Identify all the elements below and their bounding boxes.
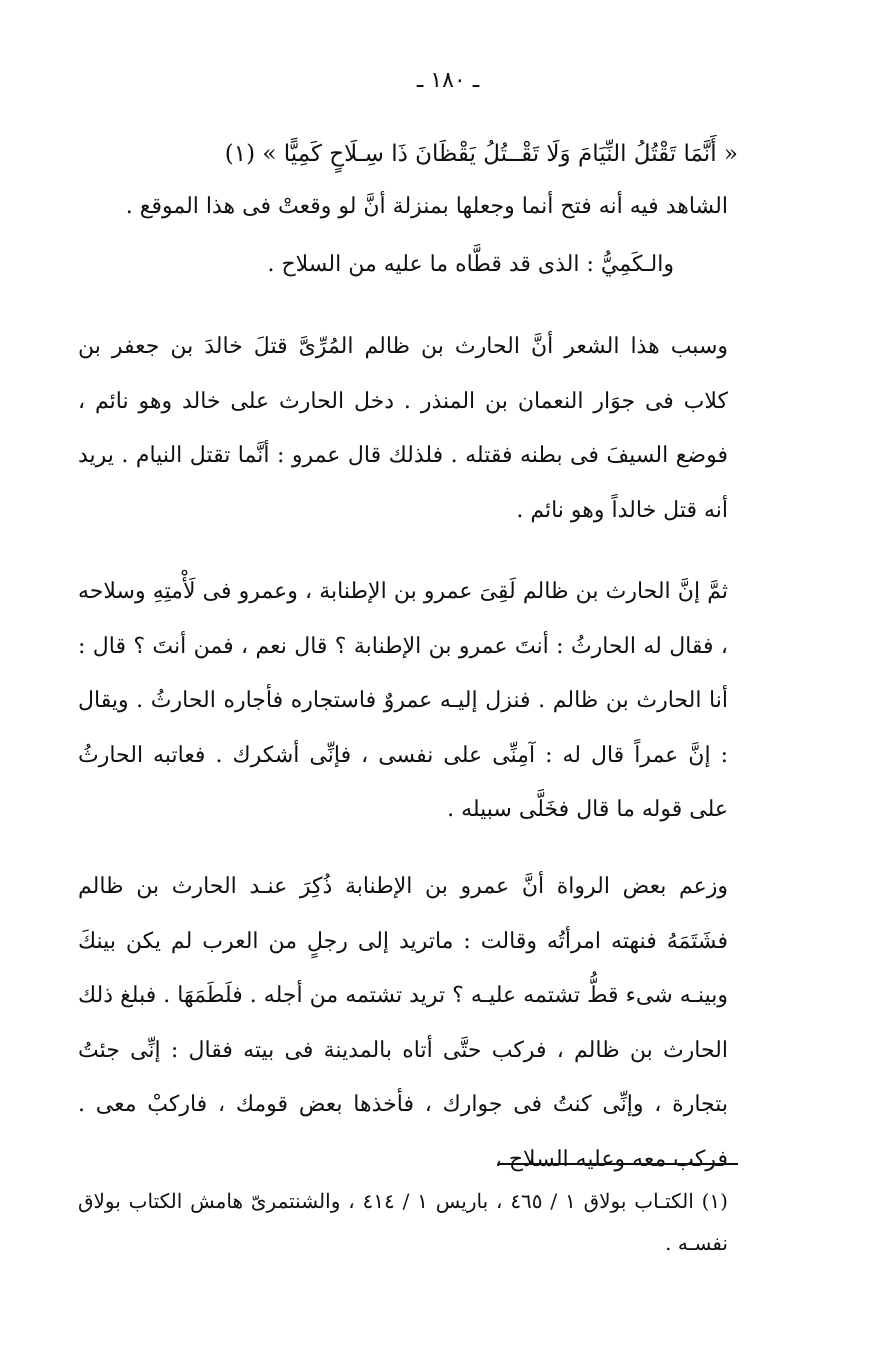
footnote-divider <box>498 1163 738 1165</box>
grammar-note-line: الشاهد فيه أنه فتح أنما وجعلها بمنزلة أنَّ لو وقعتْ فى هذا الموقع . <box>125 194 728 219</box>
page-number: ـ ١٨٠ ـ <box>416 68 480 93</box>
footnote: (١) الكتـاب بولاق ١ / ٤٦٥ ، باريس ١ / ٤١٤ ، والشنتمرىّ هامش الكتاب بولاق نفسـه . <box>78 1189 728 1255</box>
definition-line: والـكَمِيُّ : الذى قد قطَّاه ما عليه من السلاح . <box>267 252 674 277</box>
paragraph-2: ثمَّ إنَّ الحارث بن ظالم لَقِىَ عمرو بن الإطنابة ، وعمرو فى لَأْمتِهِ وسلاحه ، فقال له الحارثُ : أنتَ عمرو بن الإطنابة ؟ قال نعم ، فمن أنتَ ؟ قال : أنا الحارث بن ظالم . فنزل إليـه عمروٌ فاستجاره فأجاره الحارثُ . ويقال : إنَّ عمراً قال له : آمِنِّى على نفسى ، فإنِّى أشكرك . فعاتبه الحارثُ على قوله ما قال فخَلَّى سبيله . <box>78 579 728 822</box>
poetry-verse: « أَنَّمَا تَقْتُلُ النِّيَامَ وَلَا تَقْــتُلُ يَقْظَانَ ذَا سِـلَاحٍ كَمِيًّا » (١) <box>224 141 738 167</box>
paragraph-3: وزعم بعض الرواة أنَّ عمرو بن الإطنابة ذُكِرَ عنـد الحارث بن ظالم فشَتَمَهُ فنهته امرأتُه وقالت : ماتريد إلى رجلٍ من العرب لم يكن بينكَ وبينـه شىء قطُّ تشتمه عليـه ؟ تريد تشتمه من أجله . فلَطَمَهَا . فبلغ ذلك الحارث بن ظالم ، فركب حتَّى أتاه بالمدينة فى بيته فقال : إنِّى جئتُ بتجارة ، وإنِّى كنتُ فى جوارك ، فأخذها بعض قومك ، فاركبْ معى . فركب معه وعليه السلاح ، <box>78 874 728 1172</box>
paragraph-1: وسبب هذا الشعر أنَّ الحارث بن ظالم المُرِّىَّ قتلَ خالدَ بن جعفر بن كلاب فى جوَار النعمان بن المنذر . دخل الحارث على خالد وهو نائم ، فوضع السيفَ فى بطنه فقتله . فلذلك قال عمرو : أنَّما تقتل النيام . يريد أنه قتل خالداً وهو نائم . <box>78 334 728 523</box>
